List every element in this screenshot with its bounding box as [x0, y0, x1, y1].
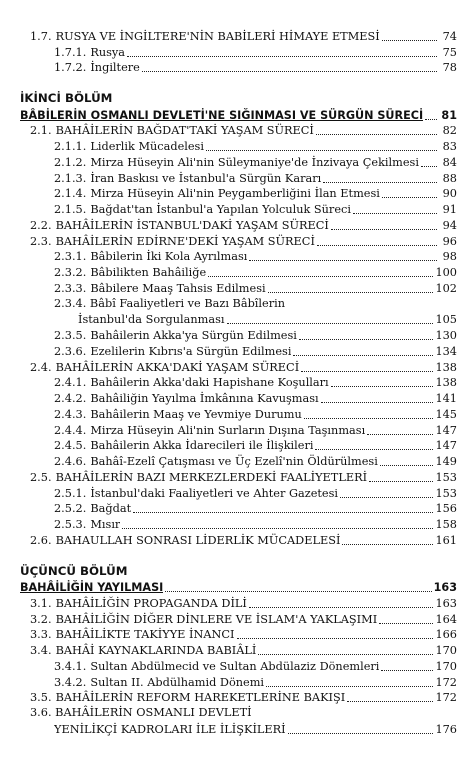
toc-entry[interactable] — [20, 485, 457, 501]
dot-leader — [133, 512, 433, 513]
dot-leader — [347, 701, 433, 702]
section-spacer — [20, 548, 457, 564]
toc-entry[interactable] — [20, 264, 457, 280]
toc-entry-number: 1.7.1. — [54, 45, 87, 59]
dot-leader — [165, 591, 431, 592]
toc-entry-title: BAHÂİ KAYNAKLARINDA BABIÂLİ — [55, 644, 257, 657]
toc-entry-number: 2.1.2. — [54, 155, 87, 169]
toc-entry-title: Sultan Abdülmecid ve Sultan Abdülaziz Dönemleri — [90, 659, 380, 673]
toc-page-number: 96 — [442, 234, 457, 248]
toc-page-number: 105 — [435, 313, 457, 327]
toc-entry-title: İran Baskısı ve İstanbul'a Sürgün Kararı — [90, 171, 322, 185]
toc-page-number: 166 — [435, 628, 457, 642]
toc-page-number: 147 — [435, 439, 457, 453]
dot-leader — [369, 481, 433, 482]
toc-entry-title: Bahâî-Ezelî Çatışması ve Üç Ezelî'nin Öldürülmesi — [90, 455, 378, 468]
toc-page-number: 90 — [442, 187, 457, 201]
toc-entry-title: BAHÂİLİĞİN YAYILMASI — [20, 581, 164, 594]
dot-leader — [208, 276, 433, 277]
toc-page-number: 138 — [435, 376, 457, 390]
toc-entry[interactable] — [20, 516, 457, 532]
toc-entry-title: Bahâilerin Akka'daki Hapishane Koşulları — [90, 376, 329, 390]
toc-page-number: 153 — [435, 486, 457, 500]
toc-entry[interactable] — [20, 170, 457, 186]
toc-page-number: 74 — [442, 29, 457, 43]
toc-entry[interactable] — [20, 406, 457, 422]
dot-leader — [258, 654, 433, 655]
toc-entry[interactable] — [20, 28, 457, 44]
dot-leader — [353, 213, 437, 214]
toc-entry-title: Mirza Hüseyin Ali'nin Peygamberliğini İlan Etmesi — [90, 187, 380, 201]
toc-entry-title: Bahâiliğin Yayılma İmkânına Kavuşması — [90, 392, 319, 405]
toc-page-number: 172 — [435, 691, 457, 705]
toc-page-number: 83 — [442, 140, 457, 153]
toc-entry-number: 2.1. — [30, 124, 52, 138]
toc-entry-title: Mısır — [90, 518, 121, 531]
toc-page-number: 170 — [435, 644, 457, 657]
toc-entry-title: BAHÂİLİĞİN PROPAGANDA DİLİ — [55, 596, 247, 610]
toc-page-number: 98 — [442, 250, 457, 264]
toc-entry-title: Rusya — [90, 45, 126, 59]
toc-entry[interactable] — [20, 595, 457, 611]
toc-entry-title: BAHÂİLERİN BAZI MERKEZLERDEKİ FAALİYETLERİ — [55, 470, 368, 484]
toc-entry[interactable] — [20, 280, 457, 296]
toc-entry-title: Liderlik Mücadelesi — [90, 140, 204, 153]
dot-leader — [299, 339, 434, 340]
toc-entry-number: 2.6. — [30, 533, 52, 547]
toc-entry[interactable] — [20, 501, 457, 517]
toc-entry-title: Bahâilerin Maaş ve Yevmiye Durumu — [90, 407, 302, 421]
toc-page-number: 145 — [435, 407, 457, 421]
toc-entry[interactable] — [20, 627, 457, 643]
toc-entry[interactable] — [20, 390, 457, 406]
toc-page-number: 94 — [442, 218, 457, 232]
toc-entry-number: 3.1. — [30, 596, 52, 610]
toc-entry-title: BAHÂİLERİN İSTANBUL'DAKİ YAŞAM SÜRECİ — [55, 218, 329, 232]
toc-entry-number: 2.4.5. — [54, 439, 87, 453]
toc-entry[interactable] — [20, 422, 457, 438]
toc-entry-title: Sultan II. Abdülhamid Dönemi — [90, 675, 265, 689]
toc-entry-title: BÂBİLERİN OSMANLI DEVLETİ'NE SIĞINMASI VE SÜRGÜN SÜRECİ — [20, 108, 424, 122]
part-heading: ÜÇÜNCÜ BÖLÜM — [20, 563, 128, 578]
toc-page-number: 81 — [441, 108, 457, 122]
toc-entry-number: 2.4.1. — [54, 376, 87, 390]
toc-page-number: 172 — [435, 675, 457, 689]
toc-page-number: 153 — [435, 470, 457, 484]
toc-entry-number: 2.1.5. — [54, 203, 87, 216]
toc-page-number: 163 — [433, 581, 457, 594]
toc-page-number: 84 — [442, 155, 457, 169]
toc-entry-title: RUSYA VE İNGİLTERE'NİN BABİLERİ HİMAYE ETMESİ — [55, 29, 380, 43]
part-title-entry[interactable] — [20, 579, 457, 595]
toc-entry-number: 3.4. — [30, 644, 52, 657]
toc-entry[interactable] — [20, 217, 457, 233]
toc-entry-title: Bağdat'tan İstanbul'a Yapılan Yolculuk Süreci — [90, 203, 351, 216]
toc-entry-number: 2.3.5. — [54, 329, 87, 342]
toc-entry[interactable] — [20, 123, 457, 139]
toc-entry-number: 2.3.2. — [54, 266, 87, 279]
toc-entry-number: 1.7.2. — [54, 61, 87, 75]
toc-entry[interactable] — [20, 453, 457, 469]
toc-page-number: 78 — [442, 61, 457, 75]
toc-entry-number: 2.1.1. — [54, 140, 87, 153]
toc-entry-first-line: 2.3.4. Bâbî Faaliyetleri ve Bazı Bâbîlerin — [54, 296, 285, 310]
dot-leader — [316, 134, 437, 135]
toc-entry-number: 3.3. — [30, 628, 52, 642]
toc-entry-number: 3.2. — [30, 612, 52, 626]
toc-entry-first-line: 3.6. BAHÂİLERİN OSMANLI DEVLETİ — [30, 706, 252, 720]
toc-entry[interactable] — [20, 674, 457, 690]
toc-entry-number: 2.5. — [30, 470, 52, 484]
toc-entry-title: BAHÂİLİKTE TAKİYYE İNANCI — [55, 628, 235, 642]
dot-leader — [227, 323, 434, 324]
dot-leader — [323, 182, 437, 183]
toc-entry-number: 2.5.2. — [54, 502, 87, 516]
toc-entry[interactable] — [20, 327, 457, 343]
toc-entry-number: 2.3.6. — [54, 344, 87, 358]
toc-entry-title: Mirza Hüseyin Ali'nin Süleymaniye'de İnzivaya Çekilmesi — [90, 155, 419, 169]
toc-entry-number: 2.3.3. — [54, 281, 87, 295]
dot-leader — [268, 292, 434, 293]
toc-entry[interactable] — [20, 721, 457, 737]
toc-entry-title: BAHAULLAH SONRASI LİDERLİK MÜCADELESİ — [55, 533, 341, 547]
toc-entry[interactable] — [20, 658, 457, 674]
toc-entry-title: BAHÂİLİĞİN DİĞER DİNLERE VE İSLAM'A YAKLAŞIMI — [55, 612, 378, 626]
toc-entry-title: İstanbul'da Sorgulanması — [78, 313, 225, 327]
toc-page-number: 170 — [435, 659, 457, 673]
toc-entry-title: Ezelilerin Kıbrıs'a Sürgün Edilmesi — [90, 344, 292, 358]
toc-entry-number: 2.1.4. — [54, 187, 87, 201]
dot-leader — [301, 371, 433, 372]
toc-entry[interactable] — [20, 154, 457, 170]
dot-leader — [206, 150, 437, 151]
toc-page-number: 163 — [435, 596, 457, 610]
toc-entry-number: 2.4.3. — [54, 407, 87, 421]
dot-leader — [381, 670, 433, 671]
toc-page-number: 82 — [442, 124, 457, 138]
dot-leader — [382, 40, 437, 41]
toc-entry[interactable] — [20, 249, 457, 265]
toc-entry[interactable] — [20, 343, 457, 359]
toc-entry-number: 2.4.6. — [54, 455, 87, 468]
toc-page-number: 75 — [442, 45, 457, 59]
toc-entry-title: Bâbilikten Bahâiliğe — [90, 266, 207, 279]
dot-leader — [380, 465, 434, 466]
dot-leader — [293, 355, 433, 356]
toc-entry[interactable] — [20, 359, 457, 375]
toc-entry[interactable] — [20, 233, 457, 249]
toc-entry-title: Bâbilerin İki Kola Ayrılması — [90, 250, 248, 264]
toc-page-number: 156 — [435, 502, 457, 516]
dot-leader — [249, 260, 437, 261]
toc-entry-number: 2.4.2. — [54, 392, 87, 405]
dot-leader — [382, 197, 437, 198]
toc-entry-title: BAHÂİLERİN EDİRNE'DEKİ YAŞAM SÜRECİ — [55, 234, 315, 248]
toc-entry-title: Bâbilere Maaş Tahsis Edilmesi — [90, 281, 266, 295]
dot-leader — [127, 56, 437, 57]
dot-leader — [122, 528, 433, 529]
toc-entry[interactable] — [20, 532, 457, 548]
toc-entry[interactable] — [20, 690, 457, 706]
toc-page-number: 102 — [435, 281, 457, 295]
toc-page-number: 138 — [435, 360, 457, 374]
dot-leader — [379, 623, 433, 624]
toc-page-number: 88 — [442, 171, 457, 185]
toc-page-number: 176 — [435, 722, 457, 736]
toc-entry-number: 2.2. — [30, 218, 52, 232]
toc-page-number: 134 — [435, 344, 457, 358]
toc-page-number: 164 — [435, 612, 457, 626]
toc-entry-number: 2.5.3. — [54, 518, 87, 531]
toc-entry[interactable] — [20, 375, 457, 391]
toc-page-number: 149 — [435, 455, 457, 468]
toc-entry-number: 2.4. — [30, 360, 52, 374]
toc-entry-title: İstanbul'daki Faaliyetleri ve Ahter Gazetesi — [90, 486, 339, 500]
dot-leader — [266, 686, 433, 687]
toc-entry[interactable] — [20, 312, 457, 328]
dot-leader — [331, 386, 434, 387]
dot-leader — [425, 119, 437, 120]
toc-entry[interactable] — [20, 138, 457, 154]
dot-leader — [288, 733, 434, 734]
toc-entry-title: BAHÂİLERİN BAĞDAT'TAKİ YAŞAM SÜRECİ — [55, 124, 314, 138]
dot-leader — [317, 245, 437, 246]
part-heading: İKİNCİ BÖLÜM — [20, 91, 113, 105]
toc-entry-title: YENİLİKÇİ KADROLARI İLE İLİŞKİLERİ — [54, 722, 286, 736]
toc-entry[interactable] — [20, 44, 457, 60]
dot-leader — [237, 638, 434, 639]
toc-page-number: 100 — [435, 266, 457, 279]
dot-leader — [342, 544, 433, 545]
toc-entry-title: İngiltere — [90, 61, 140, 75]
toc-entry-number: 2.3. — [30, 234, 52, 248]
toc-entry[interactable] — [20, 60, 457, 76]
toc-entry-number: 3.4.2. — [54, 675, 87, 689]
toc-entry-number: 1.7. — [30, 29, 52, 43]
toc-entry[interactable] — [20, 642, 457, 658]
toc-entry-title: BAHÂİLERİN REFORM HAREKETLERİNE BAKIŞI — [55, 691, 346, 705]
toc-entry-number: 2.1.3. — [54, 171, 87, 185]
dot-leader — [340, 497, 433, 498]
toc-entry-number: 2.4.4. — [54, 423, 87, 437]
toc-entry-title: Bahâilerin Akka İdarecileri ile İlişkileri — [90, 439, 314, 453]
dot-leader — [321, 402, 434, 403]
dot-leader — [315, 449, 433, 450]
dot-leader — [331, 229, 437, 230]
section-spacer — [20, 75, 457, 91]
dot-leader — [304, 418, 434, 419]
toc-entry[interactable] — [20, 469, 457, 485]
part-title-entry[interactable] — [20, 107, 457, 123]
toc-entry[interactable] — [20, 201, 457, 217]
toc-page-number: 147 — [435, 423, 457, 437]
toc-entry[interactable] — [20, 611, 457, 627]
toc-page-number: 161 — [435, 533, 457, 547]
toc-entry-number: 2.3.1. — [54, 250, 87, 264]
toc-entry-title: Mirza Hüseyin Ali'nin Surların Dışına Taşınması — [90, 423, 366, 437]
dot-leader — [367, 434, 433, 435]
dot-leader — [142, 71, 437, 72]
toc-entry-number: 3.5. — [30, 691, 52, 705]
toc-entry[interactable] — [20, 186, 457, 202]
toc-page-number: 158 — [435, 518, 457, 531]
toc-entry-title: Bahâilerin Akka'ya Sürgün Edilmesi — [90, 329, 297, 342]
toc-entry-number: 2.5.1. — [54, 486, 87, 500]
dot-leader — [421, 166, 437, 167]
toc-page-number: 141 — [435, 392, 457, 405]
toc-page-number: 91 — [442, 203, 457, 216]
toc-entry-title: BAHÂİLERİN AKKA'DAKİ YAŞAM SÜRECİ — [55, 360, 300, 374]
dot-leader — [249, 607, 434, 608]
toc-entry-number: 3.4.1. — [54, 659, 87, 673]
toc-entry[interactable] — [20, 438, 457, 454]
toc-entry-title: Bağdat — [90, 502, 132, 516]
toc-page-number: 130 — [435, 329, 457, 342]
